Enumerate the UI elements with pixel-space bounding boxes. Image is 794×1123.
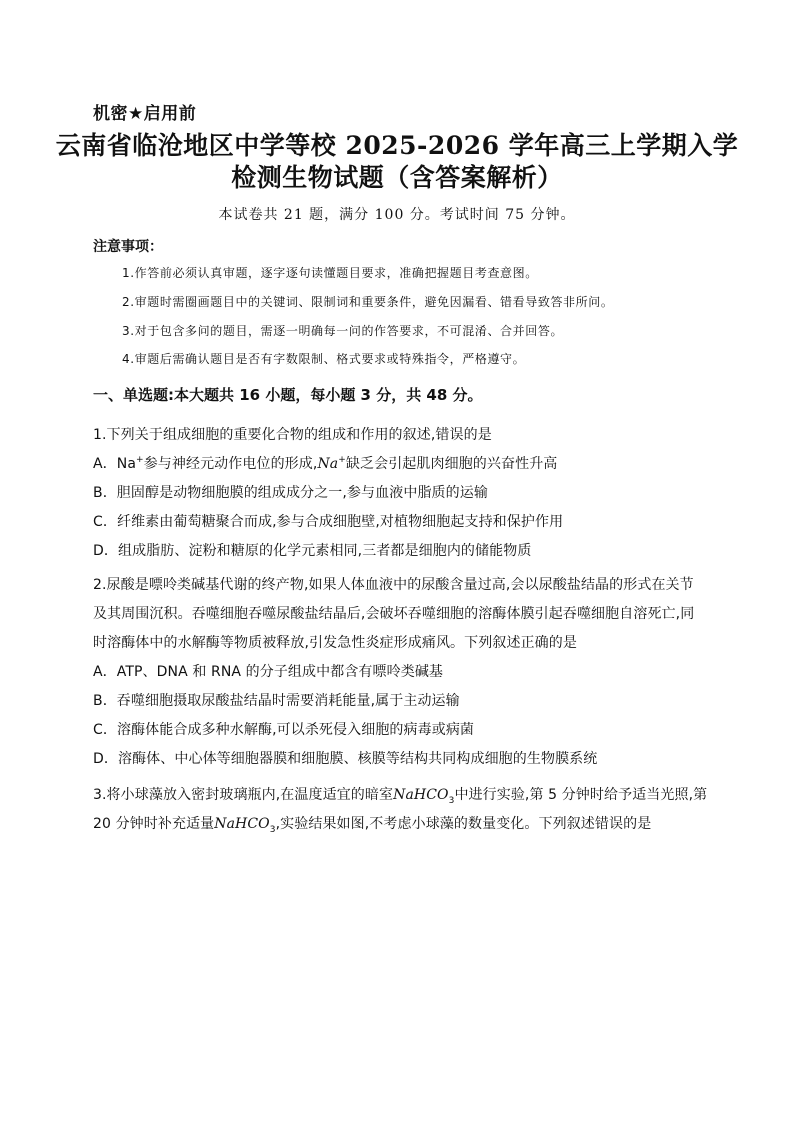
option-a-suffix: 缺乏会引起肌肉细胞的兴奋性升高 — [345, 456, 558, 472]
q3-text: 3.将小球藻放入密封玻璃瓶内,在温度适宜的暗室 — [93, 787, 394, 803]
superscript: + — [136, 455, 144, 465]
q3-formula-sub: 3 — [269, 824, 276, 835]
exam-title-line2: 检测生物试题（含答案解析） — [231, 163, 563, 192]
question-2-option-a: A．ATP、DNA 和 RNA 的分子组成中都含有嘌呤类碱基 — [93, 664, 444, 680]
q3-formula: NaHCO — [393, 787, 449, 803]
superscript: + — [338, 455, 346, 465]
question-2-line: 及其周围沉积。吞噬细胞吞噬尿酸盐结晶后,会破坏吞噬细胞的溶酶体膜引起吞噬细胞自溶死亡,同 — [93, 606, 695, 622]
q3-text: 中进行实验,第 5 分钟时给予适当光照,第 — [454, 787, 708, 803]
question-1-stem: 1.下列关于组成细胞的重要化合物的组成和作用的叙述,错误的是 — [93, 427, 492, 443]
question-1-option-c: C．纤维素由葡萄糖聚合而成,参与合成细胞壁,对植物细胞起支持和保护作用 — [93, 514, 564, 530]
q3-text: ,实验结果如图,不考虑小球藻的数量变化。下列叙述错误的是 — [275, 816, 652, 832]
q3-formula: NaHCO — [214, 816, 270, 832]
question-2-line: 时溶酶体中的水解酶等物质被释放,引发急性炎症形成痛风。下列叙述正确的是 — [93, 635, 577, 651]
question-2-option-d: D．溶酶体、中心体等细胞器膜和细胞膜、核膜等结构共同构成细胞的生物膜系统 — [93, 751, 598, 767]
q3-formula-sub: 3 — [448, 795, 455, 806]
exam-info: 本试卷共 21 题，满分 100 分。考试时间 75 分钟。 — [218, 207, 576, 223]
question-2-option-b: B．吞噬细胞摄取尿酸盐结晶时需要消耗能量,属于主动运输 — [93, 693, 460, 709]
notice-heading: 注意事项： — [93, 239, 163, 255]
section-heading: 一、单选题:本大题共 16 小题，每小题 3 分，共 48 分。 — [93, 386, 483, 404]
option-a-mid: 参与神经元动作电位的形成, — [143, 456, 318, 472]
question-1-option-a — [93, 453, 557, 473]
question-2-line: 2.尿酸是嘌呤类碱基代谢的终产物,如果人体血液中的尿酸含量过高,会以尿酸盐结晶的形式在关节 — [93, 577, 694, 593]
notice-item: 3.对于包含多问的题目，需逐一明确每一问的作答要求，不可混淆、合并回答。 — [122, 324, 564, 338]
notice-item: 1.作答前必须认真审题，逐字逐句读懂题目要求，准确把握题目考查意图。 — [122, 266, 538, 280]
option-a-na: Na — [317, 456, 339, 472]
option-a-prefix: A．Na — [93, 456, 137, 472]
question-3-line1 — [93, 784, 707, 806]
confidential-label: 机密★启用前 — [93, 104, 197, 124]
notice-item: 4.审题后需确认题目是否有字数限制、格式要求或特殊指令，严格遵守。 — [122, 352, 526, 366]
question-3-line2 — [93, 813, 651, 835]
question-1-option-b: B．胆固醇是动物细胞膜的组成成分之一,参与血液中脂质的运输 — [93, 485, 488, 501]
exam-title-line1: 云南省临沧地区中学等校 2025-2026 学年高三上学期入学 — [55, 131, 739, 160]
question-1-option-d: D．组成脂肪、淀粉和糖原的化学元素相同,三者都是细胞内的储能物质 — [93, 543, 532, 559]
notice-item: 2.审题时需圈画题目中的关键词、限制词和重要条件，避免因漏看、错看导致答非所问。 — [122, 295, 614, 309]
q3-text: 20 分钟时补充适量 — [93, 816, 215, 832]
question-2-option-c: C．溶酶体能合成多种水解酶,可以杀死侵入细胞的病毒或病菌 — [93, 722, 475, 738]
